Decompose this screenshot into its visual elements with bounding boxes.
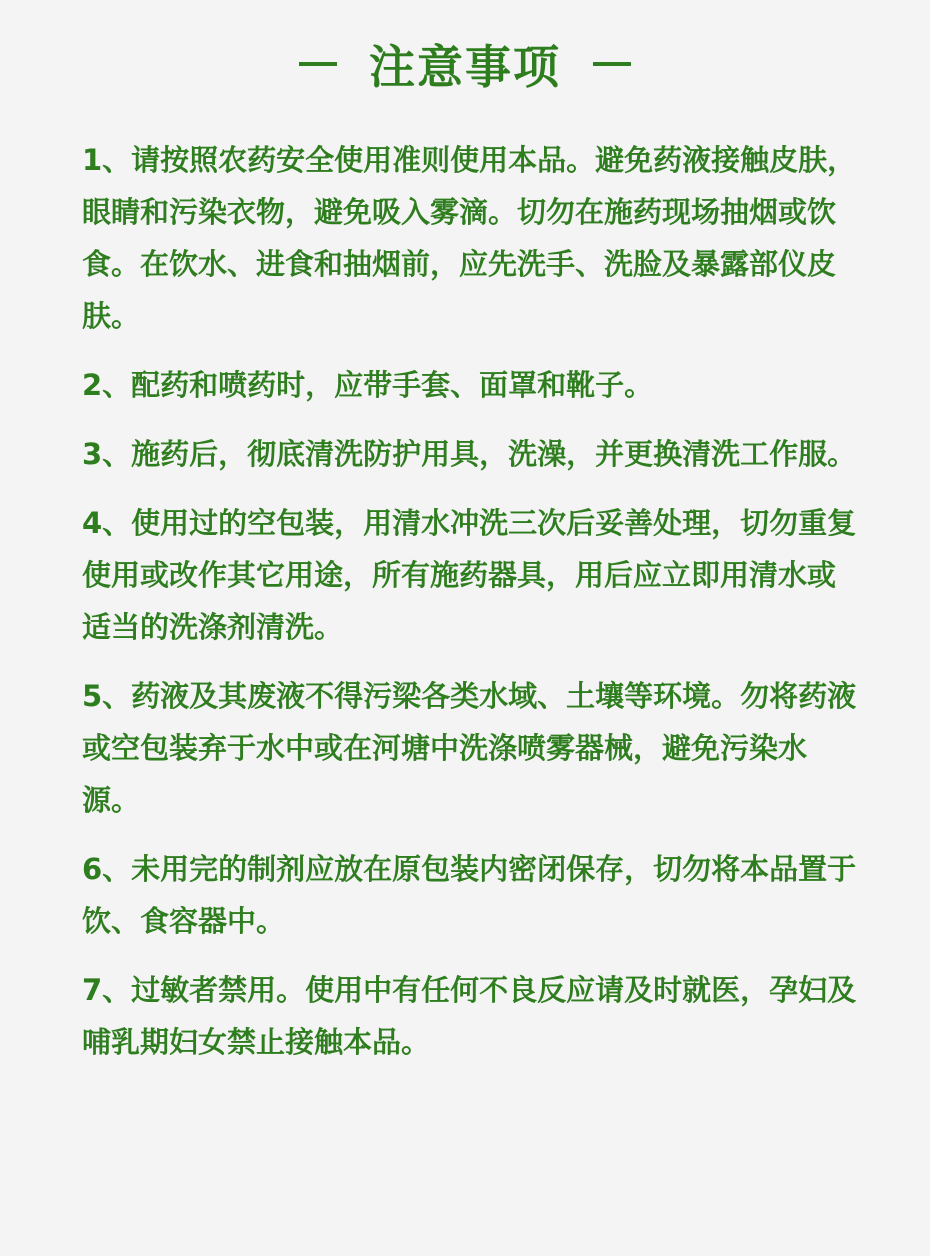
precaution-item-6: 6、未用完的制剂应放在原包装内密闭保存，切勿将本品置于饮、食容器中。 bbox=[82, 852, 857, 938]
title-row bbox=[0, 34, 930, 94]
precaution-item-1: 1、请按照农药安全使用准则使用本品。避免药液接触皮肤，眼睛和污染衣物，避免吸入雾滴。切勿在施药现场抽烟或饮食。在饮水、进食和抽烟前，应先洗手、洗脸及暴露部仪皮肤。 bbox=[82, 143, 857, 333]
precaution-item-5: 5、药液及其废液不得污梁各类水域、土壤等环境。勿将药液或空包装弃于水中或在河塘中洗涤喷雾器械，避免污染水源。 bbox=[82, 679, 857, 817]
precaution-item-3: 3、施药后，彻底清洗防护用具，洗澡，并更换清洗工作服。 bbox=[82, 437, 857, 471]
precaution-item-2: 2、配药和喷药时，应带手套、面罩和靴子。 bbox=[82, 368, 654, 402]
page-title: 注意事项 bbox=[369, 40, 561, 94]
title-left-dash bbox=[299, 62, 337, 66]
title-right-dash bbox=[593, 62, 631, 66]
precaution-item-4: 4、使用过的空包装，用清水冲洗三次后妥善处理，切勿重复使用或改作其它用途，所有施药器具，用后应立即用清水或适当的洗涤剂清洗。 bbox=[82, 506, 857, 644]
precaution-item-7: 7、过敏者禁用。使用中有任何不良反应请及时就医，孕妇及哺乳期妇女禁止接触本品。 bbox=[82, 973, 857, 1059]
precautions-list bbox=[82, 134, 857, 1085]
